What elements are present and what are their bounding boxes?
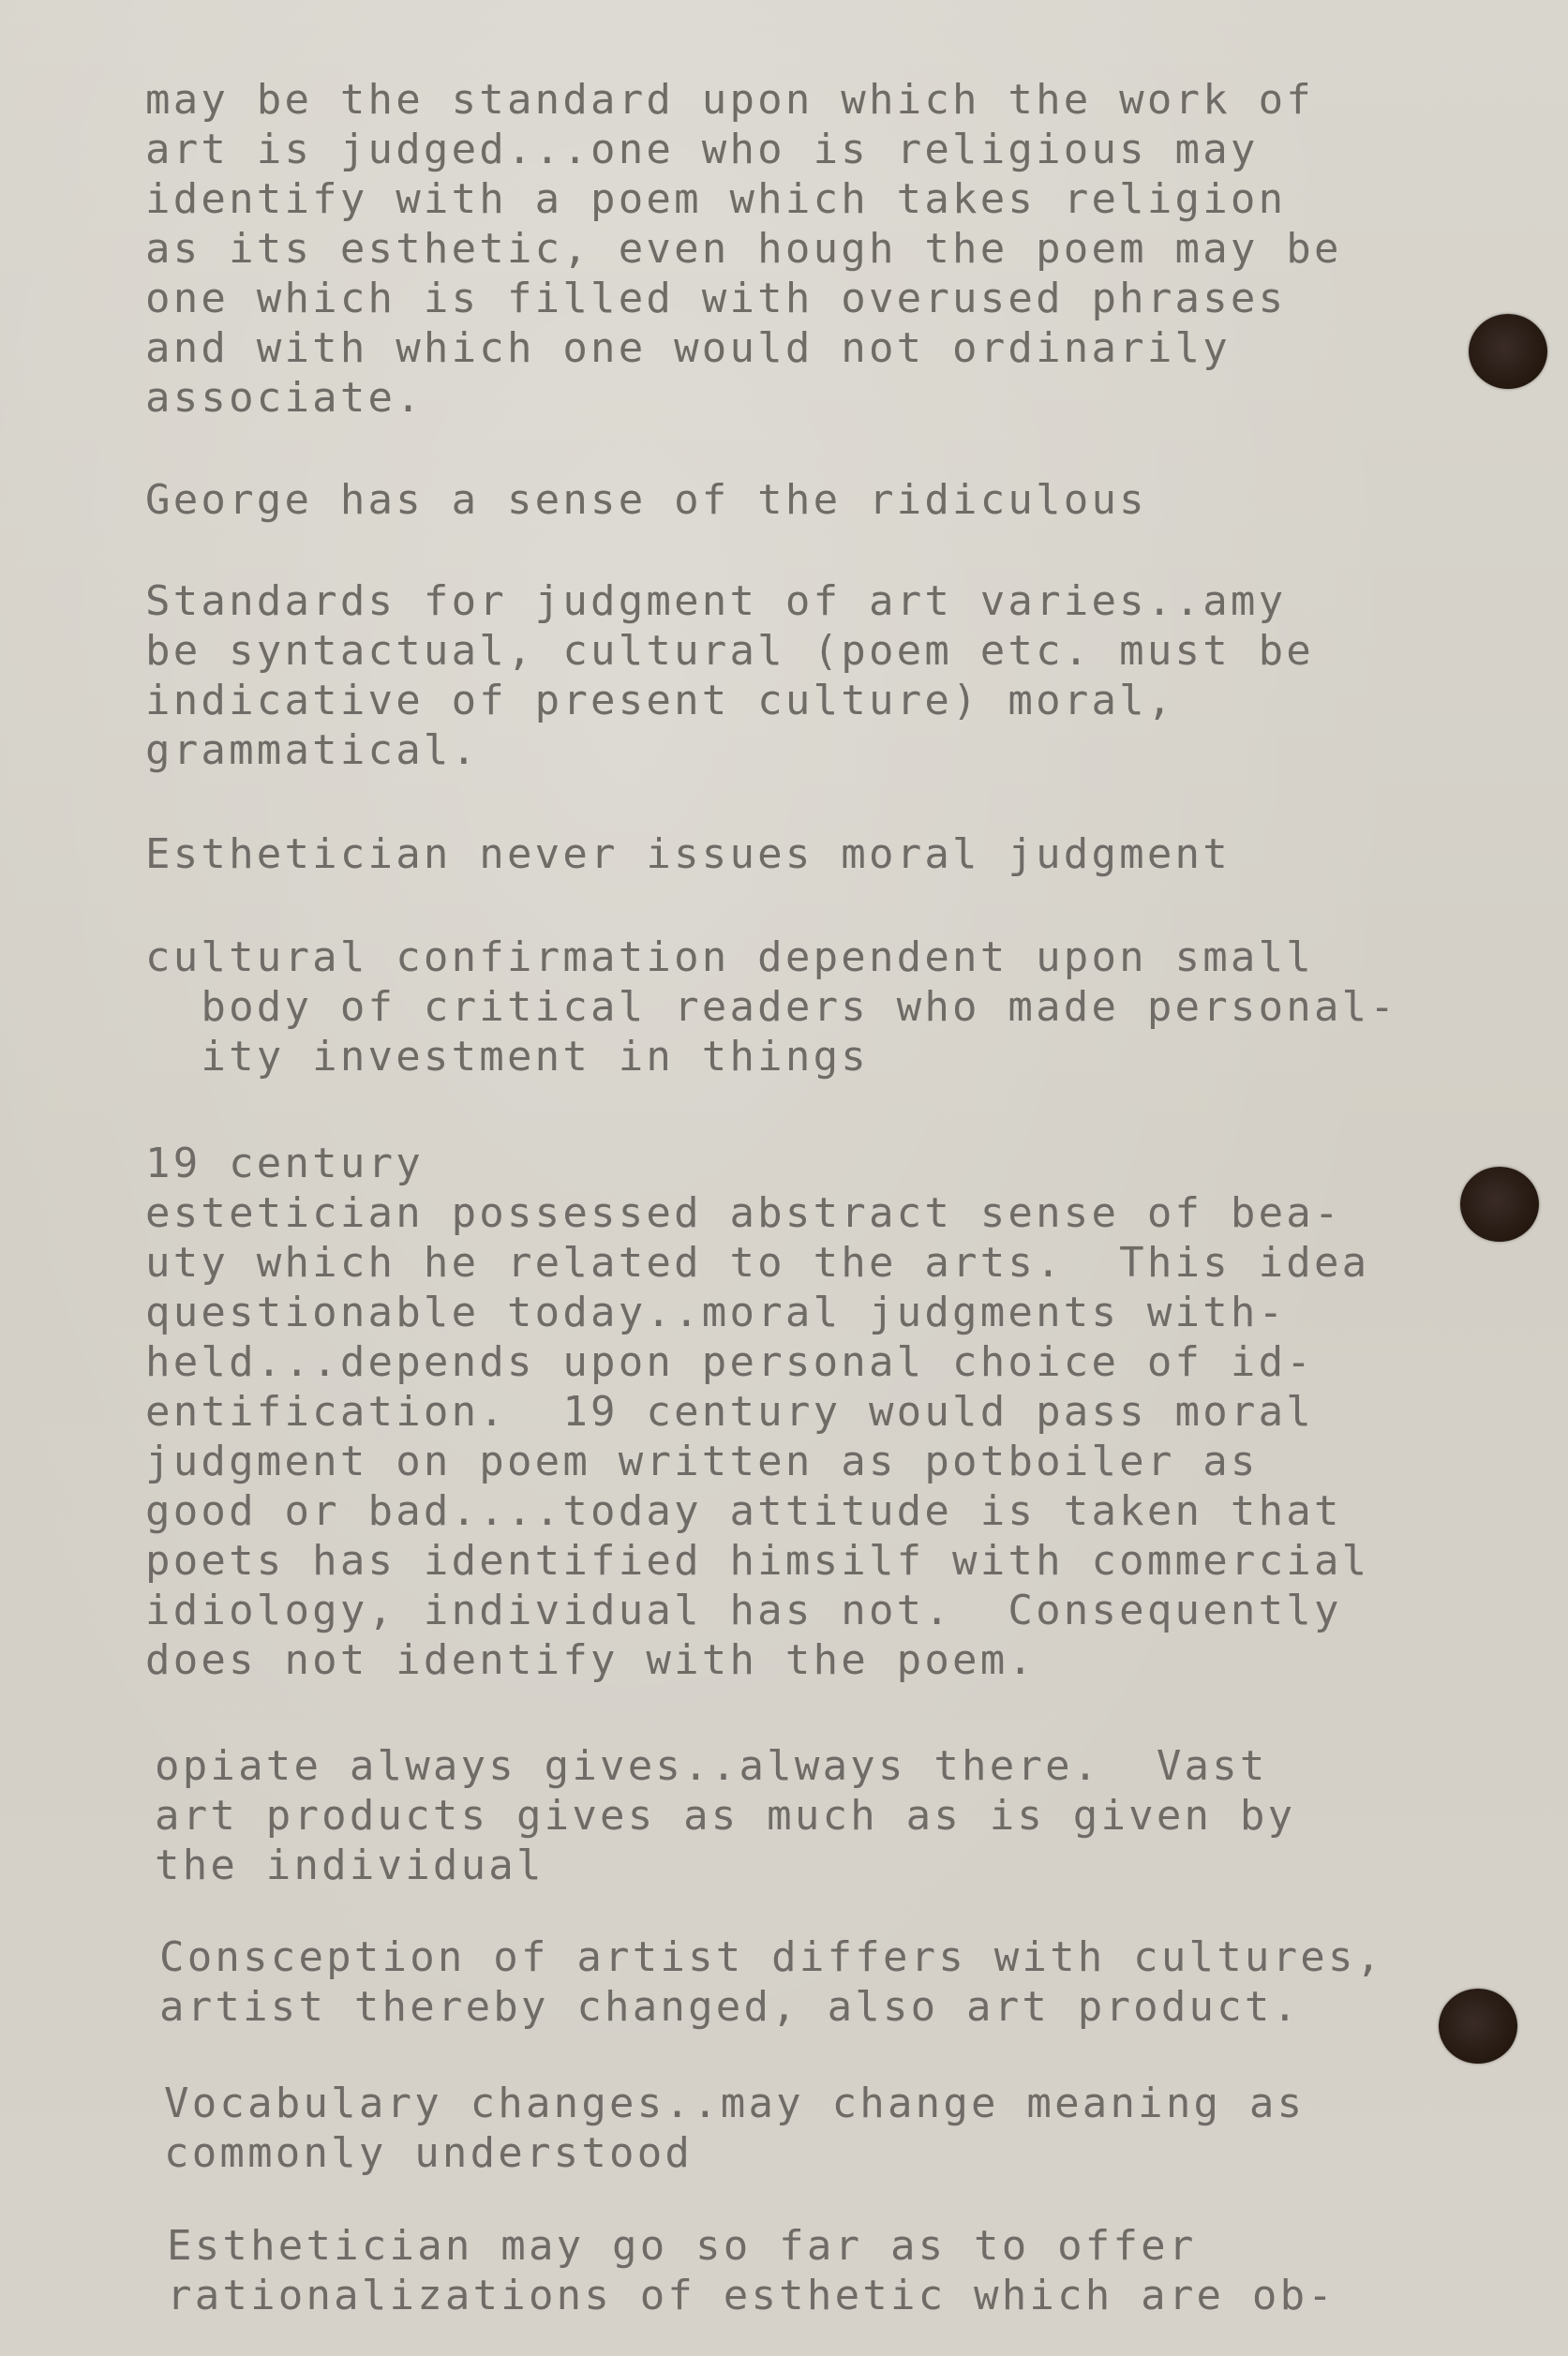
paragraph-conception (159, 1932, 1518, 2032)
text-line: uty which he related to the arts. This idea (145, 1239, 1370, 1287)
text-line: commonly understood (164, 2129, 694, 2177)
punch-hole-middle (1460, 1167, 1539, 1242)
text-line: and with which one would not ordinarily (145, 324, 1231, 372)
punch-hole-top (1469, 314, 1547, 389)
text-line: does not identify with the poem. (145, 1636, 1037, 1684)
text-line: associate. (145, 374, 424, 422)
text-line: questionable today..moral judgments with- (145, 1289, 1287, 1336)
text-line: estetician possessed abstract sense of bea- (145, 1189, 1342, 1237)
paragraph-religion-standard (145, 75, 1504, 423)
text-line: cultural confirmation dependent upon small (145, 933, 1314, 981)
text-line: artist thereby changed, also art product. (159, 1983, 1301, 2031)
text-line: grammatical. (145, 726, 480, 774)
paragraph-19-century (145, 1139, 1504, 1685)
text-line: body of critical readers who made personal- (145, 983, 1398, 1031)
text-line: Vocabulary changes..may change meaning as (164, 2080, 1306, 2127)
text-line: may be the standard upon which the work of (145, 76, 1314, 124)
text-line: the individual (155, 1842, 545, 1889)
text-line: idiology, individual has not. Consequently (145, 1587, 1342, 1634)
text-line: opiate always gives..always there. Vast (155, 1742, 1268, 1790)
paragraph-vocabulary (164, 2079, 1523, 2178)
text-line: identify with a poem which takes religion (145, 175, 1287, 223)
text-line: art products gives as much as is given by (155, 1792, 1296, 1840)
text-line: Consception of artist differs with cultures, (159, 1933, 1384, 1981)
punch-hole-bottom (1439, 1989, 1517, 2064)
text-line: rationalizations of esthetic which are ob- (167, 2272, 1336, 2319)
paragraph-esthetician-moral (145, 829, 1504, 879)
text-line: held...depends upon personal choice of id- (145, 1338, 1314, 1386)
text-line: one which is filled with overused phrases (145, 275, 1287, 322)
text-line: Esthetician never issues moral judgment (145, 830, 1231, 878)
text-line: indicative of present culture) moral, (145, 677, 1175, 724)
text-line: judgment on poem written as potboiler as (145, 1438, 1259, 1485)
text-line: ity investment in things (145, 1033, 869, 1081)
text-line: good or bad....today attitude is taken that (145, 1487, 1342, 1535)
text-line: Standards for judgment of art varies..amy (145, 577, 1287, 625)
text-line: art is judged...one who is religious may (145, 126, 1259, 173)
paragraph-george (145, 475, 1504, 525)
text-line: entification. 19 century would pass moral (145, 1388, 1314, 1436)
text-line: poets has identified himsilf with commercial (145, 1537, 1370, 1585)
paragraph-rationalizations (167, 2221, 1526, 2320)
text-line: as its esthetic, even hough the poem may be (145, 225, 1342, 273)
paragraph-cultural-confirmation (145, 932, 1504, 1081)
paragraph-opiate (155, 1741, 1514, 1890)
text-line: 19 century (145, 1140, 424, 1187)
text-line: George has a sense of the ridiculous (145, 476, 1147, 524)
text-line: be syntactual, cultural (poem etc. must be (145, 627, 1314, 675)
paragraph-standards (145, 576, 1504, 775)
text-line: Esthetician may go so far as to offer (167, 2222, 1197, 2270)
